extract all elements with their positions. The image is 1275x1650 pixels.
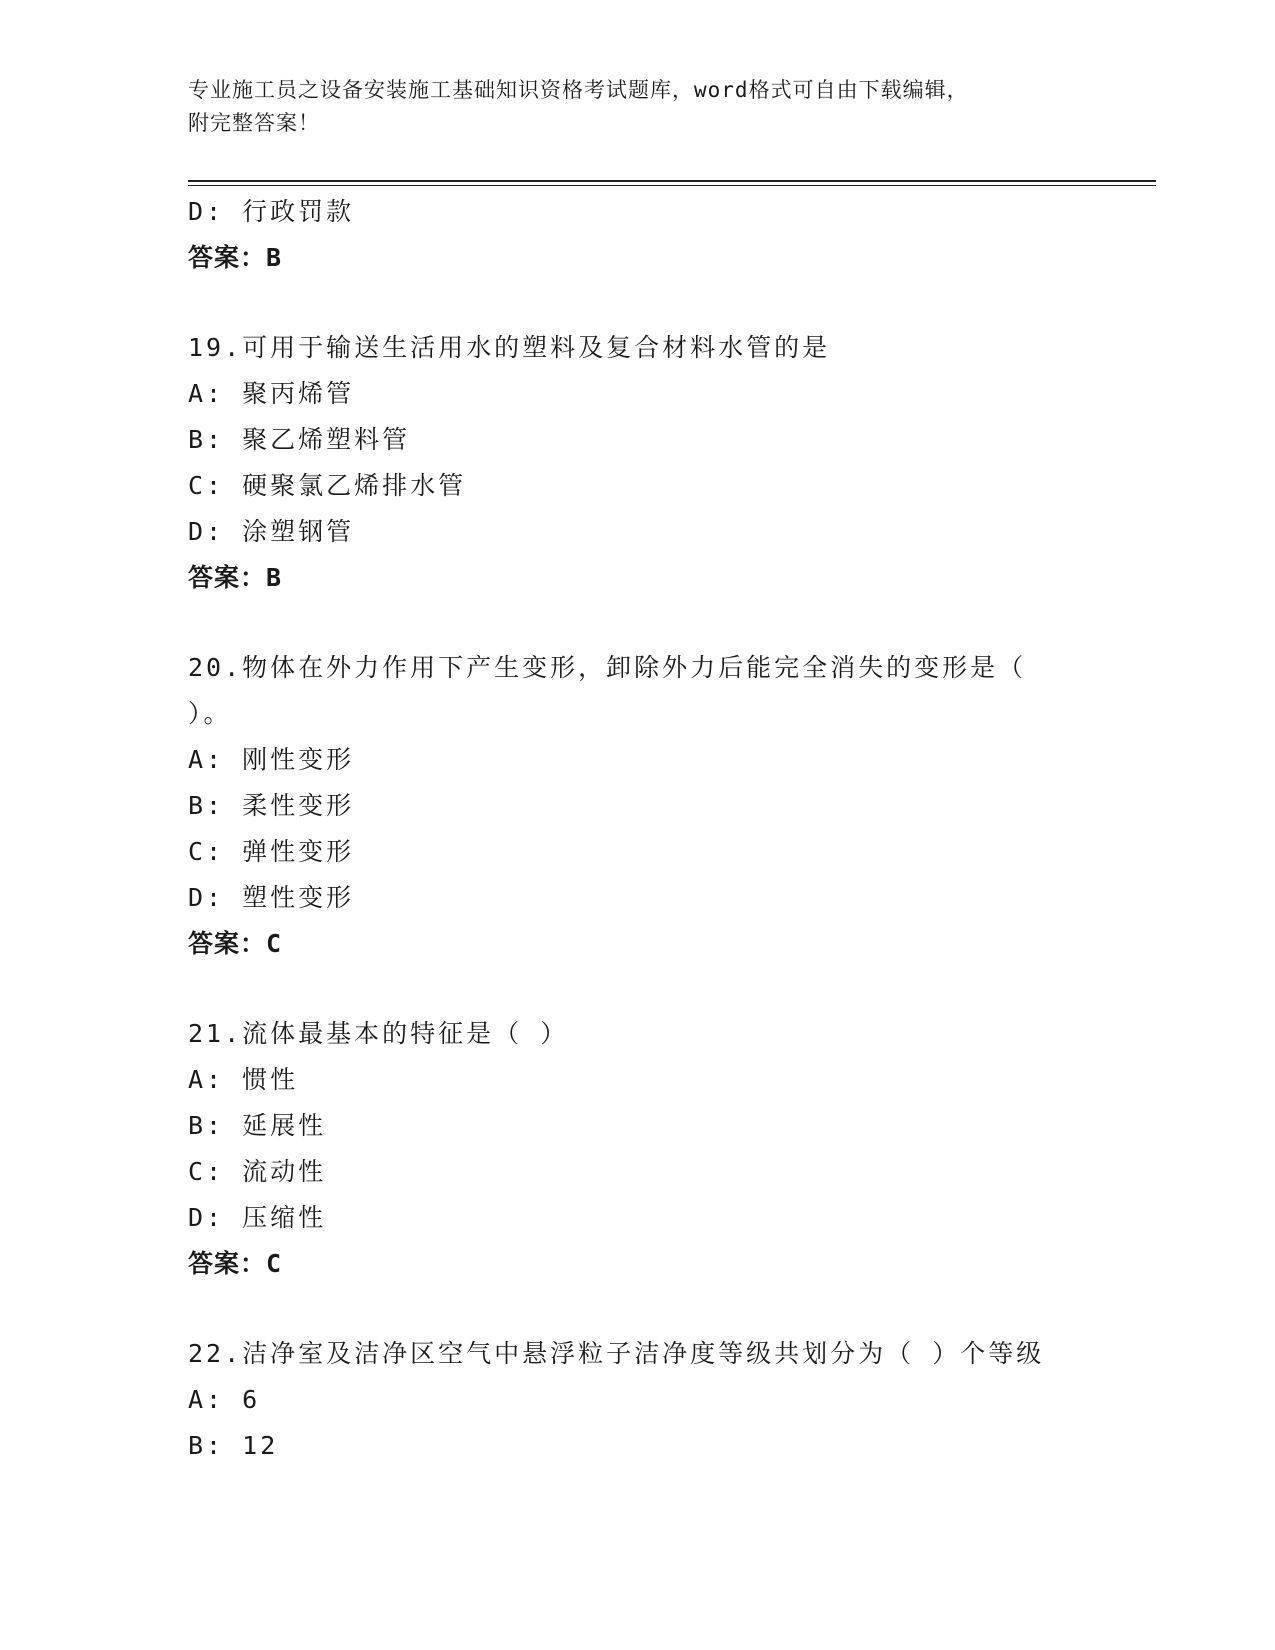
question-21-option-d: D: 压缩性: [188, 1203, 327, 1232]
question-21-option-a: A: 惯性: [188, 1065, 299, 1094]
question-gap: [188, 281, 1128, 325]
question-gap: [188, 601, 1128, 645]
question-20-option-c: C: 弹性变形: [188, 837, 355, 866]
question-22-option-a: A: 6: [188, 1385, 261, 1414]
question-gap: [188, 1287, 1128, 1331]
question-list: [188, 189, 1128, 1469]
question-20-stem-line-1: 20.物体在外力作用下产生变形，卸除外力后能完全消失的变形是（: [188, 653, 1027, 682]
question-19-option-d: D: 涂塑钢管: [188, 517, 355, 546]
question-19-answer: 答案：B: [188, 563, 283, 592]
prev-answer: 答案：B: [188, 243, 283, 272]
question-gap: [188, 967, 1128, 1011]
question-22-option-b: B: 12: [188, 1431, 279, 1460]
question-21-option-c: C: 流动性: [188, 1157, 327, 1186]
question-19-stem: 19.可用于输送生活用水的塑料及复合材料水管的是: [188, 333, 831, 362]
question-19-option-b: B: 聚乙烯塑料管: [188, 425, 411, 454]
question-22-stem: 22.洁净室及洁净区空气中悬浮粒子洁净度等级共划分为（ ）个等级: [188, 1339, 1045, 1368]
document-header: [188, 74, 1088, 140]
question-21-option-b: B: 延展性: [188, 1111, 327, 1140]
question-19-option-c: C: 硬聚氯乙烯排水管: [188, 471, 467, 500]
header-line-2: 附完整答案！: [188, 111, 320, 135]
question-20-option-d: D: 塑性变形: [188, 883, 355, 912]
question-21-stem: 21.流体最基本的特征是（ ）: [188, 1019, 569, 1048]
question-21-answer: 答案：C: [188, 1249, 283, 1278]
header-rule-thin: [188, 185, 1156, 186]
question-20-stem-line-2: ）。: [188, 699, 232, 728]
question-19-option-a: A: 聚丙烯管: [188, 379, 355, 408]
question-20-answer: 答案：C: [188, 929, 283, 958]
question-20-option-b: B: 柔性变形: [188, 791, 355, 820]
header-rule-thick: [188, 180, 1156, 182]
question-20-option-a: A: 刚性变形: [188, 745, 355, 774]
header-line-1: 专业施工员之设备安装施工基础知识资格考试题库，word格式可自由下载编辑，: [188, 78, 969, 102]
prev-option-d: D: 行政罚款: [188, 197, 355, 226]
